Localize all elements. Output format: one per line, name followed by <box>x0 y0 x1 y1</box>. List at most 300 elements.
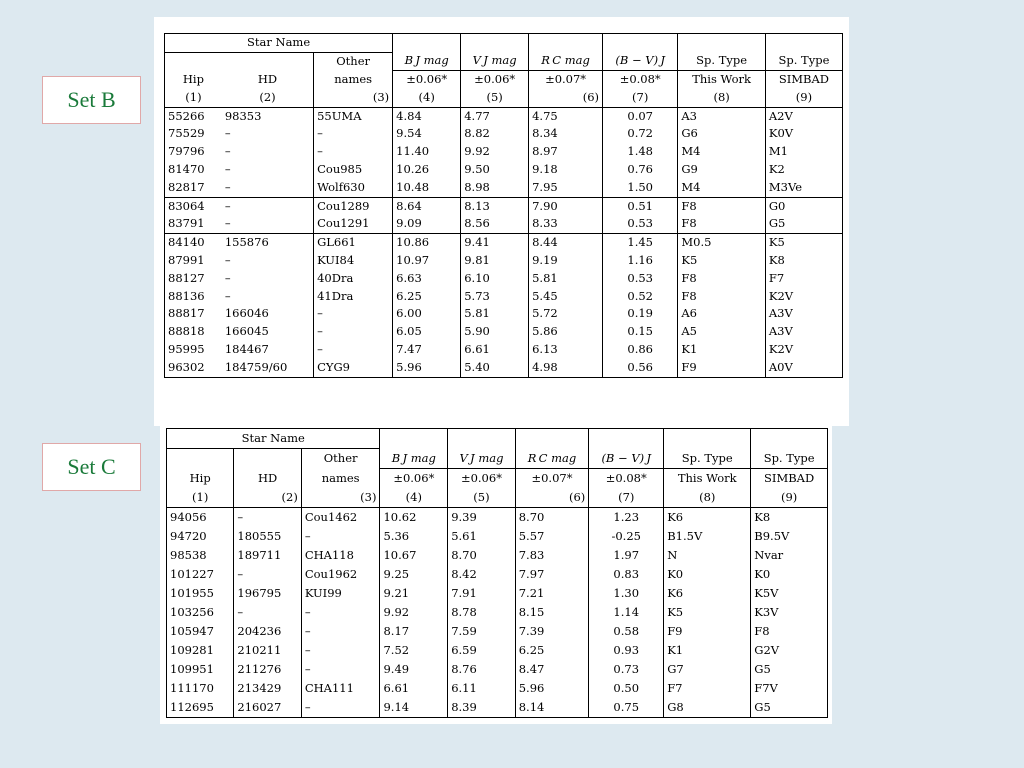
bj-mag-cell: 6.63 <box>393 270 461 288</box>
col-num-2: (2) <box>234 488 301 508</box>
bj-mag-cell: 8.17 <box>380 622 448 641</box>
col-num-4: (4) <box>393 89 461 107</box>
vj-mag-cell: 8.39 <box>448 698 516 718</box>
sp-type-this-cell: M4 <box>678 179 766 197</box>
star-name-header: Star Name <box>165 34 393 53</box>
rc-mag-cell: 6.25 <box>515 641 589 660</box>
bv-color-cell: 1.16 <box>603 252 678 270</box>
hd-cell: 204236 <box>234 622 301 641</box>
hd-cell: – <box>234 603 301 622</box>
hip-cell: 96302 <box>165 359 222 377</box>
sp-type-this-cell: F9 <box>678 359 766 377</box>
rc-mag-cell: 5.45 <box>529 288 603 306</box>
other-name-cell: – <box>301 603 380 622</box>
bj-mag-cell: 9.54 <box>393 125 461 143</box>
vj-mag-cell: 6.59 <box>448 641 516 660</box>
col-num-7: (7) <box>603 89 678 107</box>
bv-color-cell: 0.56 <box>603 359 678 377</box>
table-row <box>167 679 828 698</box>
rc-mag-cell: 7.90 <box>529 197 603 215</box>
vj-mag-cell: 6.61 <box>461 341 529 359</box>
sp-type-this-cell: K0 <box>664 565 751 584</box>
bj-mag-cell: 10.62 <box>380 507 448 527</box>
rc-mag-cell: 8.44 <box>529 234 603 252</box>
other-name-cell: – <box>314 341 393 359</box>
rc-mag-header: R C mag <box>529 34 603 71</box>
vj-mag-cell: 9.39 <box>448 507 516 527</box>
sp-this-sub-header: This Work <box>664 468 751 488</box>
bv-color-cell: 1.45 <box>603 234 678 252</box>
rc-mag-cell: 5.72 <box>529 305 603 323</box>
bj-mag-cell: 10.26 <box>393 161 461 179</box>
col-num-1: (1) <box>167 488 234 508</box>
table-row <box>167 641 828 660</box>
rc-mag-cell: 5.86 <box>529 323 603 341</box>
sp-type-this-header: Sp. Type <box>678 34 766 71</box>
rc-mag-cell: 5.96 <box>515 679 589 698</box>
sp-type-this-cell: F8 <box>678 270 766 288</box>
other-name-cell: GL661 <box>314 234 393 252</box>
hd-cell: – <box>224 144 231 159</box>
hd-cell: 196795 <box>234 584 301 603</box>
col-num-9: (9) <box>765 89 842 107</box>
rc-mag-header: R C mag <box>515 429 589 469</box>
col-num-5: (5) <box>461 89 529 107</box>
sp-type-simbad-cell: G0 <box>765 197 842 215</box>
set-b-label: Set B <box>42 76 141 124</box>
sp-type-simbad-cell: G2V <box>751 641 828 660</box>
set-b-table <box>164 33 843 378</box>
rc-mag-cell: 8.34 <box>529 125 603 143</box>
vj-err-header: ±0.06* <box>448 468 516 488</box>
other-name-cell: 55UMA <box>314 107 393 125</box>
hd-cell: 184759/60 <box>224 359 288 374</box>
table-row <box>165 125 843 143</box>
other-name-cell: Cou1291 <box>314 215 393 233</box>
sp-type-simbad-cell: M3Ve <box>765 179 842 197</box>
other-name-cell: Cou1962 <box>301 565 380 584</box>
hip-cell: 79796 <box>165 143 222 161</box>
hd-cell: – <box>224 179 231 194</box>
hip-cell: 88136 <box>165 288 222 306</box>
rc-mag-cell: 7.39 <box>515 622 589 641</box>
hd-cell: 211276 <box>234 660 301 679</box>
vj-mag-cell: 8.76 <box>448 660 516 679</box>
other-name-cell: – <box>314 143 393 161</box>
star-name-header: Star Name <box>167 429 380 449</box>
bv-color-cell: 0.58 <box>589 622 664 641</box>
vj-mag-cell: 8.82 <box>461 125 529 143</box>
hd-cell: – <box>234 565 301 584</box>
sp-type-this-cell: K1 <box>664 641 751 660</box>
set-c-table <box>166 428 828 718</box>
bv-color-cell: 0.52 <box>603 288 678 306</box>
hip-cell: 95995 <box>165 341 222 359</box>
bj-mag-cell: 4.84 <box>393 107 461 125</box>
vj-mag-cell: 9.50 <box>461 161 529 179</box>
sp-type-this-cell: M4 <box>678 143 766 161</box>
hip-cell: 83064 <box>165 197 222 215</box>
hip-cell: 109951 <box>167 660 234 679</box>
rc-mag-cell: 4.75 <box>529 107 603 125</box>
table-row <box>165 143 843 161</box>
bj-mag-cell: 10.97 <box>393 252 461 270</box>
sp-type-simbad-cell: K2V <box>765 341 842 359</box>
table-row <box>167 527 828 546</box>
col-num-1: (1) <box>165 89 222 107</box>
table-row <box>165 234 843 252</box>
vj-err-header: ±0.06* <box>461 71 529 89</box>
sp-type-simbad-cell: A2V <box>765 107 842 125</box>
col-num-8: (8) <box>678 89 766 107</box>
table-row <box>165 197 843 215</box>
sp-type-this-cell: G9 <box>678 161 766 179</box>
bv-color-cell: 1.97 <box>589 546 664 565</box>
vj-mag-cell: 8.42 <box>448 565 516 584</box>
hip-cell: 112695 <box>167 698 234 718</box>
vj-mag-cell: 9.81 <box>461 252 529 270</box>
other-header: Other <box>314 52 393 70</box>
bj-mag-cell: 10.67 <box>380 546 448 565</box>
vj-mag-cell: 8.56 <box>461 215 529 233</box>
table-row <box>165 323 843 341</box>
hd-header: HD <box>234 449 301 488</box>
bv-color-cell: -0.25 <box>589 527 664 546</box>
rc-mag-cell: 4.98 <box>529 359 603 377</box>
sp-type-this-cell: A5 <box>678 323 766 341</box>
table-row <box>167 622 828 641</box>
other-name-cell: CYG9 <box>314 359 393 377</box>
col-num-5: (5) <box>448 488 516 508</box>
sp-type-this-cell: G6 <box>678 125 766 143</box>
bj-mag-cell: 5.96 <box>393 359 461 377</box>
hd-cell: – <box>224 216 231 231</box>
rc-mag-cell: 8.14 <box>515 698 589 718</box>
names-header: names <box>301 468 380 488</box>
sp-type-simbad-cell: A3V <box>765 323 842 341</box>
bj-mag-cell: 6.05 <box>393 323 461 341</box>
table-row <box>167 660 828 679</box>
hip-cell: 84140 <box>165 234 222 252</box>
sp-type-simbad-cell: K3V <box>751 603 828 622</box>
bv-color-cell: 0.72 <box>603 125 678 143</box>
rc-mag-cell: 6.13 <box>529 341 603 359</box>
hip-cell: 94056 <box>167 507 234 527</box>
set-c-label: Set C <box>42 443 141 491</box>
bv-color-cell: 0.83 <box>589 565 664 584</box>
sp-type-simbad-cell: A3V <box>765 305 842 323</box>
other-name-cell: – <box>301 641 380 660</box>
table-row <box>165 107 843 125</box>
bj-mag-cell: 8.64 <box>393 197 461 215</box>
hip-cell: 88127 <box>165 270 222 288</box>
sp-type-this-cell: K6 <box>664 507 751 527</box>
table-row <box>165 161 843 179</box>
bv-color-cell: 0.51 <box>603 197 678 215</box>
vj-mag-cell: 5.73 <box>461 288 529 306</box>
hip-header: Hip <box>165 52 222 89</box>
bj-mag-cell: 6.61 <box>380 679 448 698</box>
rc-mag-cell: 7.83 <box>515 546 589 565</box>
other-name-cell: Cou1289 <box>314 197 393 215</box>
sp-type-simbad-cell: Nvar <box>751 546 828 565</box>
hd-cell: – <box>224 162 231 177</box>
table-row <box>165 341 843 359</box>
bj-err-header: ±0.06* <box>380 468 448 488</box>
bv-header: (B − V) J <box>589 429 664 469</box>
hip-cell: 88818 <box>165 323 222 341</box>
rc-mag-cell: 8.70 <box>515 507 589 527</box>
sp-type-simbad-cell: K2V <box>765 288 842 306</box>
sp-type-this-cell: A3 <box>678 107 766 125</box>
sp-type-this-cell: F8 <box>678 215 766 233</box>
bv-color-cell: 0.53 <box>603 215 678 233</box>
table-row <box>167 507 828 527</box>
bj-mag-header: B J mag <box>380 429 448 469</box>
bv-color-cell: 1.48 <box>603 143 678 161</box>
sp-type-this-cell: A6 <box>678 305 766 323</box>
hd-cell: 189711 <box>234 546 301 565</box>
sp-type-this-cell: G7 <box>664 660 751 679</box>
sp-simbad-sub-header: SIMBAD <box>751 468 828 488</box>
other-name-cell: CHA118 <box>301 546 380 565</box>
vj-mag-header: V J mag <box>448 429 516 469</box>
set-b-table-body <box>165 107 843 377</box>
sp-type-this-cell: K5 <box>664 603 751 622</box>
other-name-cell: – <box>314 323 393 341</box>
set-c-table-body <box>167 507 828 717</box>
other-name-cell: KUI99 <box>301 584 380 603</box>
bj-mag-cell: 9.14 <box>380 698 448 718</box>
col-num-2: (2) <box>222 89 314 107</box>
vj-mag-cell: 5.90 <box>461 323 529 341</box>
sp-this-sub-header: This Work <box>678 71 766 89</box>
bj-mag-cell: 11.40 <box>393 143 461 161</box>
table-row <box>165 270 843 288</box>
rc-err-header: ±0.07* <box>515 468 589 488</box>
other-name-cell: KUI84 <box>314 252 393 270</box>
vj-mag-cell: 5.81 <box>461 305 529 323</box>
col-num-3: (3) <box>301 488 380 508</box>
hd-cell: 216027 <box>234 698 301 718</box>
vj-mag-cell: 6.10 <box>461 270 529 288</box>
bj-mag-cell: 9.92 <box>380 603 448 622</box>
set-c-table-panel <box>160 426 832 724</box>
bj-mag-cell: 9.49 <box>380 660 448 679</box>
bj-mag-cell: 9.09 <box>393 215 461 233</box>
vj-mag-cell: 5.40 <box>461 359 529 377</box>
hd-cell: 98353 <box>224 108 262 123</box>
other-name-cell: 41Dra <box>314 288 393 306</box>
hip-cell: 94720 <box>167 527 234 546</box>
bj-mag-cell: 6.25 <box>393 288 461 306</box>
table-row <box>165 305 843 323</box>
rc-mag-cell: 8.97 <box>529 143 603 161</box>
hip-cell: 111170 <box>167 679 234 698</box>
col-num-6: (6) <box>529 89 603 107</box>
sp-type-simbad-cell: F8 <box>751 622 828 641</box>
sp-type-simbad-cell: M1 <box>765 143 842 161</box>
rc-mag-cell: 9.19 <box>529 252 603 270</box>
sp-type-simbad-cell: F7V <box>751 679 828 698</box>
hip-cell: 109281 <box>167 641 234 660</box>
other-header: Other <box>301 449 380 469</box>
hd-cell: – <box>222 197 314 215</box>
hd-cell: – <box>234 507 301 527</box>
sp-type-this-cell: F8 <box>678 197 766 215</box>
other-name-cell: Cou1462 <box>301 507 380 527</box>
rc-mag-cell: 7.95 <box>529 179 603 197</box>
sp-type-this-cell: K6 <box>664 584 751 603</box>
bj-err-header: ±0.06* <box>393 71 461 89</box>
bv-color-cell: 0.93 <box>589 641 664 660</box>
bj-mag-cell: 7.47 <box>393 341 461 359</box>
vj-mag-cell: 8.78 <box>448 603 516 622</box>
other-name-cell: – <box>301 698 380 718</box>
vj-mag-cell: 8.13 <box>461 197 529 215</box>
col-num-6: (6) <box>515 488 589 508</box>
bv-err-header: ±0.08* <box>589 468 664 488</box>
sp-type-this-cell: F9 <box>664 622 751 641</box>
sp-type-simbad-cell: B9.5V <box>751 527 828 546</box>
sp-type-simbad-cell: G5 <box>751 660 828 679</box>
sp-type-simbad-header: Sp. Type <box>751 429 828 469</box>
vj-mag-cell: 7.91 <box>448 584 516 603</box>
bj-mag-cell: 6.00 <box>393 305 461 323</box>
sp-type-this-cell: K1 <box>678 341 766 359</box>
bv-color-cell: 0.15 <box>603 323 678 341</box>
other-name-cell: CHA111 <box>301 679 380 698</box>
bv-color-cell: 0.50 <box>589 679 664 698</box>
other-name-cell: – <box>314 305 393 323</box>
sp-type-this-cell: N <box>664 546 751 565</box>
vj-mag-cell: 8.98 <box>461 179 529 197</box>
hip-cell: 82817 <box>165 179 222 197</box>
hd-cell: 213429 <box>234 679 301 698</box>
rc-mag-cell: 9.18 <box>529 161 603 179</box>
sp-type-this-header: Sp. Type <box>664 429 751 469</box>
col-num-7: (7) <box>589 488 664 508</box>
col-num-3: (3) <box>314 89 393 107</box>
hd-cell: 180555 <box>234 527 301 546</box>
vj-mag-cell: 7.59 <box>448 622 516 641</box>
hd-cell: – <box>224 253 231 268</box>
sp-type-simbad-cell: K5V <box>751 584 828 603</box>
vj-mag-cell: 4.77 <box>461 107 529 125</box>
set-b-table-panel <box>154 17 849 426</box>
hip-cell: 101227 <box>167 565 234 584</box>
table-row <box>165 215 843 233</box>
hip-cell: 105947 <box>167 622 234 641</box>
table-row <box>167 603 828 622</box>
col-num-9: (9) <box>751 488 828 508</box>
hip-cell: 75529 <box>165 125 222 143</box>
sp-type-simbad-cell: G5 <box>765 215 842 233</box>
hip-cell: 81470 <box>165 161 222 179</box>
rc-mag-cell: 8.33 <box>529 215 603 233</box>
table-row <box>165 288 843 306</box>
table-row <box>165 179 843 197</box>
sp-type-simbad-cell: K0V <box>765 125 842 143</box>
bj-mag-cell: 9.21 <box>380 584 448 603</box>
rc-mag-cell: 8.47 <box>515 660 589 679</box>
table-row <box>167 565 828 584</box>
rc-mag-cell: 5.81 <box>529 270 603 288</box>
bv-header: (B − V) J <box>603 34 678 71</box>
vj-mag-cell: 5.61 <box>448 527 516 546</box>
bv-color-cell: 0.76 <box>603 161 678 179</box>
sp-simbad-sub-header: SIMBAD <box>765 71 842 89</box>
vj-mag-header: V J mag <box>461 34 529 71</box>
sp-type-simbad-cell: K8 <box>765 252 842 270</box>
bj-mag-cell: 7.52 <box>380 641 448 660</box>
bv-err-header: ±0.08* <box>603 71 678 89</box>
other-name-cell: – <box>301 660 380 679</box>
vj-mag-cell: 6.11 <box>448 679 516 698</box>
hd-cell: – <box>224 126 231 141</box>
hip-cell: 55266 <box>165 107 222 125</box>
other-name-cell: – <box>301 527 380 546</box>
hd-cell: 155876 <box>222 234 314 252</box>
sp-type-simbad-header: Sp. Type <box>765 34 842 71</box>
rc-err-header: ±0.07* <box>529 71 603 89</box>
table-row <box>167 546 828 565</box>
bj-mag-header: B J mag <box>393 34 461 71</box>
hd-cell: 210211 <box>234 641 301 660</box>
vj-mag-cell: 8.70 <box>448 546 516 565</box>
names-header: names <box>314 71 393 89</box>
hip-cell: 87991 <box>165 252 222 270</box>
hip-cell: 98538 <box>167 546 234 565</box>
bj-mag-cell: 10.48 <box>393 179 461 197</box>
rc-mag-cell: 5.57 <box>515 527 589 546</box>
sp-type-simbad-cell: K8 <box>751 507 828 527</box>
hd-cell: 184467 <box>224 342 269 357</box>
hip-cell: 101955 <box>167 584 234 603</box>
bv-color-cell: 0.73 <box>589 660 664 679</box>
sp-type-this-cell: M0.5 <box>678 234 766 252</box>
hip-cell: 88817 <box>165 305 222 323</box>
hip-header: Hip <box>167 449 234 488</box>
bv-color-cell: 0.07 <box>603 107 678 125</box>
sp-type-simbad-cell: K5 <box>765 234 842 252</box>
hip-cell: 83791 <box>165 215 222 233</box>
sp-type-simbad-cell: G5 <box>751 698 828 718</box>
hd-cell: 166046 <box>224 306 269 321</box>
bv-color-cell: 1.23 <box>589 507 664 527</box>
col-num-8: (8) <box>664 488 751 508</box>
sp-type-this-cell: G8 <box>664 698 751 718</box>
bv-color-cell: 1.30 <box>589 584 664 603</box>
table-row <box>167 698 828 718</box>
sp-type-this-cell: K5 <box>678 252 766 270</box>
bj-mag-cell: 10.86 <box>393 234 461 252</box>
bv-color-cell: 0.75 <box>589 698 664 718</box>
hd-cell: – <box>224 288 231 303</box>
sp-type-simbad-cell: K2 <box>765 161 842 179</box>
hip-cell: 103256 <box>167 603 234 622</box>
bj-mag-cell: 5.36 <box>380 527 448 546</box>
rc-mag-cell: 8.15 <box>515 603 589 622</box>
rc-mag-cell: 7.97 <box>515 565 589 584</box>
other-name-cell: – <box>314 125 393 143</box>
sp-type-simbad-cell: K0 <box>751 565 828 584</box>
other-name-cell: Cou985 <box>314 161 393 179</box>
other-name-cell: Wolf630 <box>314 179 393 197</box>
vj-mag-cell: 9.41 <box>461 234 529 252</box>
sp-type-this-cell: B1.5V <box>664 527 751 546</box>
col-num-4: (4) <box>380 488 448 508</box>
